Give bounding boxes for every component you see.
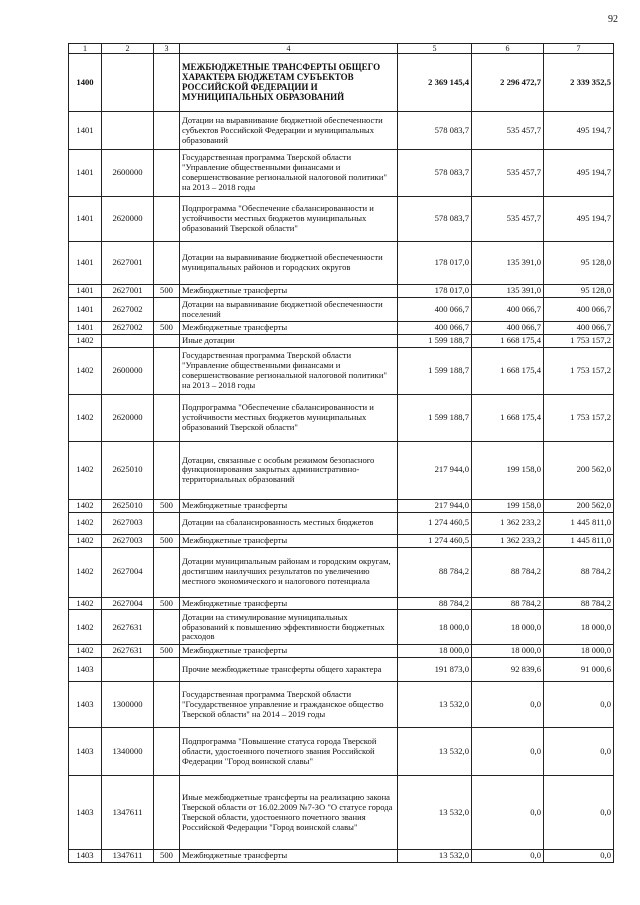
amount-col-7: 495 194,7	[544, 150, 614, 197]
section-code: 1401	[69, 322, 102, 335]
expense-type-code: 500	[154, 850, 180, 863]
amount-col-5: 400 066,7	[398, 322, 472, 335]
amount-col-6: 92 839,6	[472, 658, 544, 682]
target-article-code: 2600000	[102, 347, 154, 394]
expense-type-code	[154, 347, 180, 394]
section-code: 1400	[69, 54, 102, 112]
amount-col-7: 88 784,2	[544, 597, 614, 610]
section-code: 1402	[69, 499, 102, 512]
target-article-code	[102, 334, 154, 347]
amount-col-7: 0,0	[544, 850, 614, 863]
row-name: Межбюджетные трансферты	[180, 499, 398, 512]
amount-col-5: 13 532,0	[398, 728, 472, 776]
row-name: Межбюджетные трансферты	[180, 285, 398, 298]
amount-col-5: 578 083,7	[398, 197, 472, 242]
amount-col-6: 88 784,2	[472, 547, 544, 597]
row-name: Межбюджетные трансферты	[180, 322, 398, 335]
amount-col-5: 178 017,0	[398, 285, 472, 298]
section-code: 1402	[69, 547, 102, 597]
column-header: 3	[154, 44, 180, 54]
table-row	[69, 112, 614, 150]
target-article-code: 2625010	[102, 441, 154, 499]
target-article-code: 2627002	[102, 322, 154, 335]
amount-col-7: 200 562,0	[544, 499, 614, 512]
row-name: Межбюджетные трансферты	[180, 534, 398, 547]
row-name: Прочие межбюджетные трансферты общего характера	[180, 658, 398, 682]
amount-col-7: 1 445 811,0	[544, 534, 614, 547]
table-row	[69, 534, 614, 547]
row-name: Дотации на выравнивание бюджетной обеспеченности субъектов Российской Федерации и муниципальных образований	[180, 112, 398, 150]
target-article-code: 2627004	[102, 547, 154, 597]
expense-type-code	[154, 658, 180, 682]
page-number: 92	[608, 14, 618, 25]
row-name: Государственная программа Тверской области "Государственное управление и гражданское общество Тверской области" на 2014 – 2019 годы	[180, 682, 398, 728]
amount-col-5: 1 274 460,5	[398, 534, 472, 547]
row-name: Государственная программа Тверской области "Управление общественными финансами и совершенствование региональной налоговой политики" на 2013 – 2018 годы	[180, 347, 398, 394]
amount-col-7: 0,0	[544, 776, 614, 850]
table-row	[69, 54, 614, 112]
target-article-code: 1347611	[102, 850, 154, 863]
amount-col-5: 18 000,0	[398, 645, 472, 658]
section-code: 1402	[69, 645, 102, 658]
amount-col-7: 95 128,0	[544, 285, 614, 298]
row-name: Подпрограмма "Обеспечение сбалансированности и устойчивости местных бюджетов муниципальных образований Тверской области"	[180, 197, 398, 242]
row-name: Дотации, связанные с особым режимом безопасного функционирования закрытых административно-территориальных образований	[180, 441, 398, 499]
column-header: 7	[544, 44, 614, 54]
table-row	[69, 197, 614, 242]
amount-col-6: 400 066,7	[472, 322, 544, 335]
section-code: 1402	[69, 534, 102, 547]
amount-col-5: 2 369 145,4	[398, 54, 472, 112]
expense-type-code	[154, 54, 180, 112]
amount-col-5: 578 083,7	[398, 112, 472, 150]
row-name: Дотации на стимулирование муниципальных образований к повышению эффективности бюджетных расходов	[180, 610, 398, 645]
section-code: 1401	[69, 242, 102, 285]
target-article-code	[102, 112, 154, 150]
amount-col-5: 1 599 188,7	[398, 394, 472, 441]
target-article-code: 2620000	[102, 197, 154, 242]
row-name: Межбюджетные трансферты	[180, 597, 398, 610]
row-name: Межбюджетные трансферты	[180, 850, 398, 863]
amount-col-6: 1 668 175,4	[472, 334, 544, 347]
column-header: 4	[180, 44, 398, 54]
section-code: 1403	[69, 776, 102, 850]
table-row	[69, 499, 614, 512]
column-header: 5	[398, 44, 472, 54]
expense-type-code: 500	[154, 499, 180, 512]
table-row	[69, 645, 614, 658]
amount-col-5: 18 000,0	[398, 610, 472, 645]
amount-col-5: 1 599 188,7	[398, 334, 472, 347]
target-article-code: 2627001	[102, 242, 154, 285]
table-row	[69, 512, 614, 534]
amount-col-5: 578 083,7	[398, 150, 472, 197]
target-article-code: 1347611	[102, 776, 154, 850]
row-name: МЕЖБЮДЖЕТНЫЕ ТРАНСФЕРТЫ ОБЩЕГО ХАРАКТЕРА БЮДЖЕТАМ СУБЪЕКТОВ РОССИЙСКОЙ ФЕДЕРАЦИИ И МУНИЦИПАЛЬНЫХ ОБРАЗОВАНИЙ	[180, 54, 398, 112]
expense-type-code: 500	[154, 534, 180, 547]
table-row	[69, 150, 614, 197]
amount-col-7: 2 339 352,5	[544, 54, 614, 112]
amount-col-6: 0,0	[472, 682, 544, 728]
amount-col-5: 1 274 460,5	[398, 512, 472, 534]
section-code: 1403	[69, 658, 102, 682]
section-code: 1403	[69, 728, 102, 776]
section-code: 1401	[69, 197, 102, 242]
amount-col-6: 535 457,7	[472, 150, 544, 197]
amount-col-5: 13 532,0	[398, 850, 472, 863]
amount-col-5: 400 066,7	[398, 298, 472, 322]
section-code: 1402	[69, 347, 102, 394]
amount-col-7: 91 000,6	[544, 658, 614, 682]
amount-col-7: 1 445 811,0	[544, 512, 614, 534]
row-name: Дотации на выравнивание бюджетной обеспеченности муниципальных районов и городских округов	[180, 242, 398, 285]
amount-col-7: 95 128,0	[544, 242, 614, 285]
table-row	[69, 347, 614, 394]
section-code: 1402	[69, 334, 102, 347]
expense-type-code: 500	[154, 285, 180, 298]
table-row	[69, 322, 614, 335]
amount-col-5: 13 532,0	[398, 682, 472, 728]
column-header: 2	[102, 44, 154, 54]
amount-col-7: 18 000,0	[544, 610, 614, 645]
target-article-code: 2627004	[102, 597, 154, 610]
amount-col-6: 1 668 175,4	[472, 394, 544, 441]
expense-type-code	[154, 610, 180, 645]
amount-col-7: 400 066,7	[544, 298, 614, 322]
amount-col-7: 0,0	[544, 682, 614, 728]
table-row	[69, 285, 614, 298]
amount-col-6: 135 391,0	[472, 242, 544, 285]
amount-col-5: 217 944,0	[398, 499, 472, 512]
amount-col-6: 199 158,0	[472, 441, 544, 499]
amount-col-7: 1 753 157,2	[544, 394, 614, 441]
table-row	[69, 547, 614, 597]
column-number-row	[69, 44, 614, 54]
amount-col-7: 495 194,7	[544, 112, 614, 150]
row-name: Подпрограмма "Обеспечение сбалансированности и устойчивости местных бюджетов муниципальных образований Тверской области"	[180, 394, 398, 441]
section-code: 1401	[69, 285, 102, 298]
amount-col-6: 535 457,7	[472, 197, 544, 242]
row-name: Иные межбюджетные трансферты на реализацию закона Тверской области от 16.02.2009 №7-ЗО "О статусе города Тверской области, удостоенного почетного звания Российской Федерации "Город воинской славы"	[180, 776, 398, 850]
target-article-code: 2600000	[102, 150, 154, 197]
expense-type-code	[154, 150, 180, 197]
amount-col-5: 178 017,0	[398, 242, 472, 285]
section-code: 1401	[69, 150, 102, 197]
amount-col-5: 88 784,2	[398, 547, 472, 597]
table-row	[69, 394, 614, 441]
target-article-code: 2627002	[102, 298, 154, 322]
amount-col-6: 199 158,0	[472, 499, 544, 512]
section-code: 1402	[69, 512, 102, 534]
target-article-code: 1300000	[102, 682, 154, 728]
row-name: Межбюджетные трансферты	[180, 645, 398, 658]
column-header: 6	[472, 44, 544, 54]
amount-col-7: 200 562,0	[544, 441, 614, 499]
expense-type-code: 500	[154, 322, 180, 335]
table-row	[69, 776, 614, 850]
target-article-code: 2620000	[102, 394, 154, 441]
table-row	[69, 728, 614, 776]
table-row	[69, 850, 614, 863]
expense-type-code: 500	[154, 597, 180, 610]
table-body	[69, 54, 614, 863]
amount-col-5: 217 944,0	[398, 441, 472, 499]
expense-type-code	[154, 776, 180, 850]
section-code: 1401	[69, 112, 102, 150]
expense-type-code	[154, 112, 180, 150]
row-name: Государственная программа Тверской области "Управление общественными финансами и совершенствование региональной налоговой политики" на 2013 – 2018 годы	[180, 150, 398, 197]
target-article-code: 2627003	[102, 534, 154, 547]
table-row	[69, 610, 614, 645]
amount-col-6: 1 668 175,4	[472, 347, 544, 394]
amount-col-6: 135 391,0	[472, 285, 544, 298]
amount-col-6: 1 362 233,2	[472, 534, 544, 547]
amount-col-5: 88 784,2	[398, 597, 472, 610]
target-article-code: 2627631	[102, 610, 154, 645]
row-name: Дотации муниципальным районам и городским округам, достигшим наилучших результатов по увеличению местного экономического и налогового потенциала	[180, 547, 398, 597]
target-article-code	[102, 658, 154, 682]
amount-col-7: 18 000,0	[544, 645, 614, 658]
amount-col-6: 0,0	[472, 728, 544, 776]
table-row	[69, 682, 614, 728]
section-code: 1402	[69, 394, 102, 441]
expense-type-code	[154, 334, 180, 347]
target-article-code: 1340000	[102, 728, 154, 776]
row-name: Подпрограмма "Повышение статуса города Тверской области, удостоенного почетного звания Российской Федерации "Город воинской славы"	[180, 728, 398, 776]
amount-col-7: 400 066,7	[544, 322, 614, 335]
amount-col-6: 2 296 472,7	[472, 54, 544, 112]
expense-type-code	[154, 682, 180, 728]
section-code: 1403	[69, 850, 102, 863]
table-row	[69, 242, 614, 285]
amount-col-5: 13 532,0	[398, 776, 472, 850]
target-article-code: 2627003	[102, 512, 154, 534]
row-name: Дотации на сбалансированность местных бюджетов	[180, 512, 398, 534]
expense-type-code	[154, 197, 180, 242]
amount-col-7: 495 194,7	[544, 197, 614, 242]
amount-col-6: 18 000,0	[472, 610, 544, 645]
amount-col-6: 1 362 233,2	[472, 512, 544, 534]
target-article-code: 2627001	[102, 285, 154, 298]
expense-type-code	[154, 441, 180, 499]
amount-col-7: 1 753 157,2	[544, 347, 614, 394]
column-header: 1	[69, 44, 102, 54]
section-code: 1402	[69, 610, 102, 645]
row-name: Дотации на выравнивание бюджетной обеспеченности поселений	[180, 298, 398, 322]
amount-col-7: 0,0	[544, 728, 614, 776]
amount-col-6: 0,0	[472, 776, 544, 850]
section-code: 1401	[69, 298, 102, 322]
amount-col-6: 400 066,7	[472, 298, 544, 322]
section-code: 1403	[69, 682, 102, 728]
amount-col-6: 535 457,7	[472, 112, 544, 150]
table-row	[69, 658, 614, 682]
table-row	[69, 298, 614, 322]
target-article-code: 2625010	[102, 499, 154, 512]
amount-col-7: 88 784,2	[544, 547, 614, 597]
table-row	[69, 597, 614, 610]
amount-col-6: 0,0	[472, 850, 544, 863]
target-article-code: 2627631	[102, 645, 154, 658]
section-code: 1402	[69, 441, 102, 499]
table-row	[69, 334, 614, 347]
expense-type-code: 500	[154, 645, 180, 658]
budget-table	[68, 43, 614, 863]
table-row	[69, 441, 614, 499]
target-article-code	[102, 54, 154, 112]
expense-type-code	[154, 728, 180, 776]
expense-type-code	[154, 298, 180, 322]
row-name: Иные дотации	[180, 334, 398, 347]
expense-type-code	[154, 547, 180, 597]
amount-col-6: 88 784,2	[472, 597, 544, 610]
amount-col-5: 1 599 188,7	[398, 347, 472, 394]
expense-type-code	[154, 512, 180, 534]
amount-col-5: 191 873,0	[398, 658, 472, 682]
expense-type-code	[154, 242, 180, 285]
table-header	[69, 44, 614, 54]
section-code: 1402	[69, 597, 102, 610]
amount-col-6: 18 000,0	[472, 645, 544, 658]
amount-col-7: 1 753 157,2	[544, 334, 614, 347]
expense-type-code	[154, 394, 180, 441]
